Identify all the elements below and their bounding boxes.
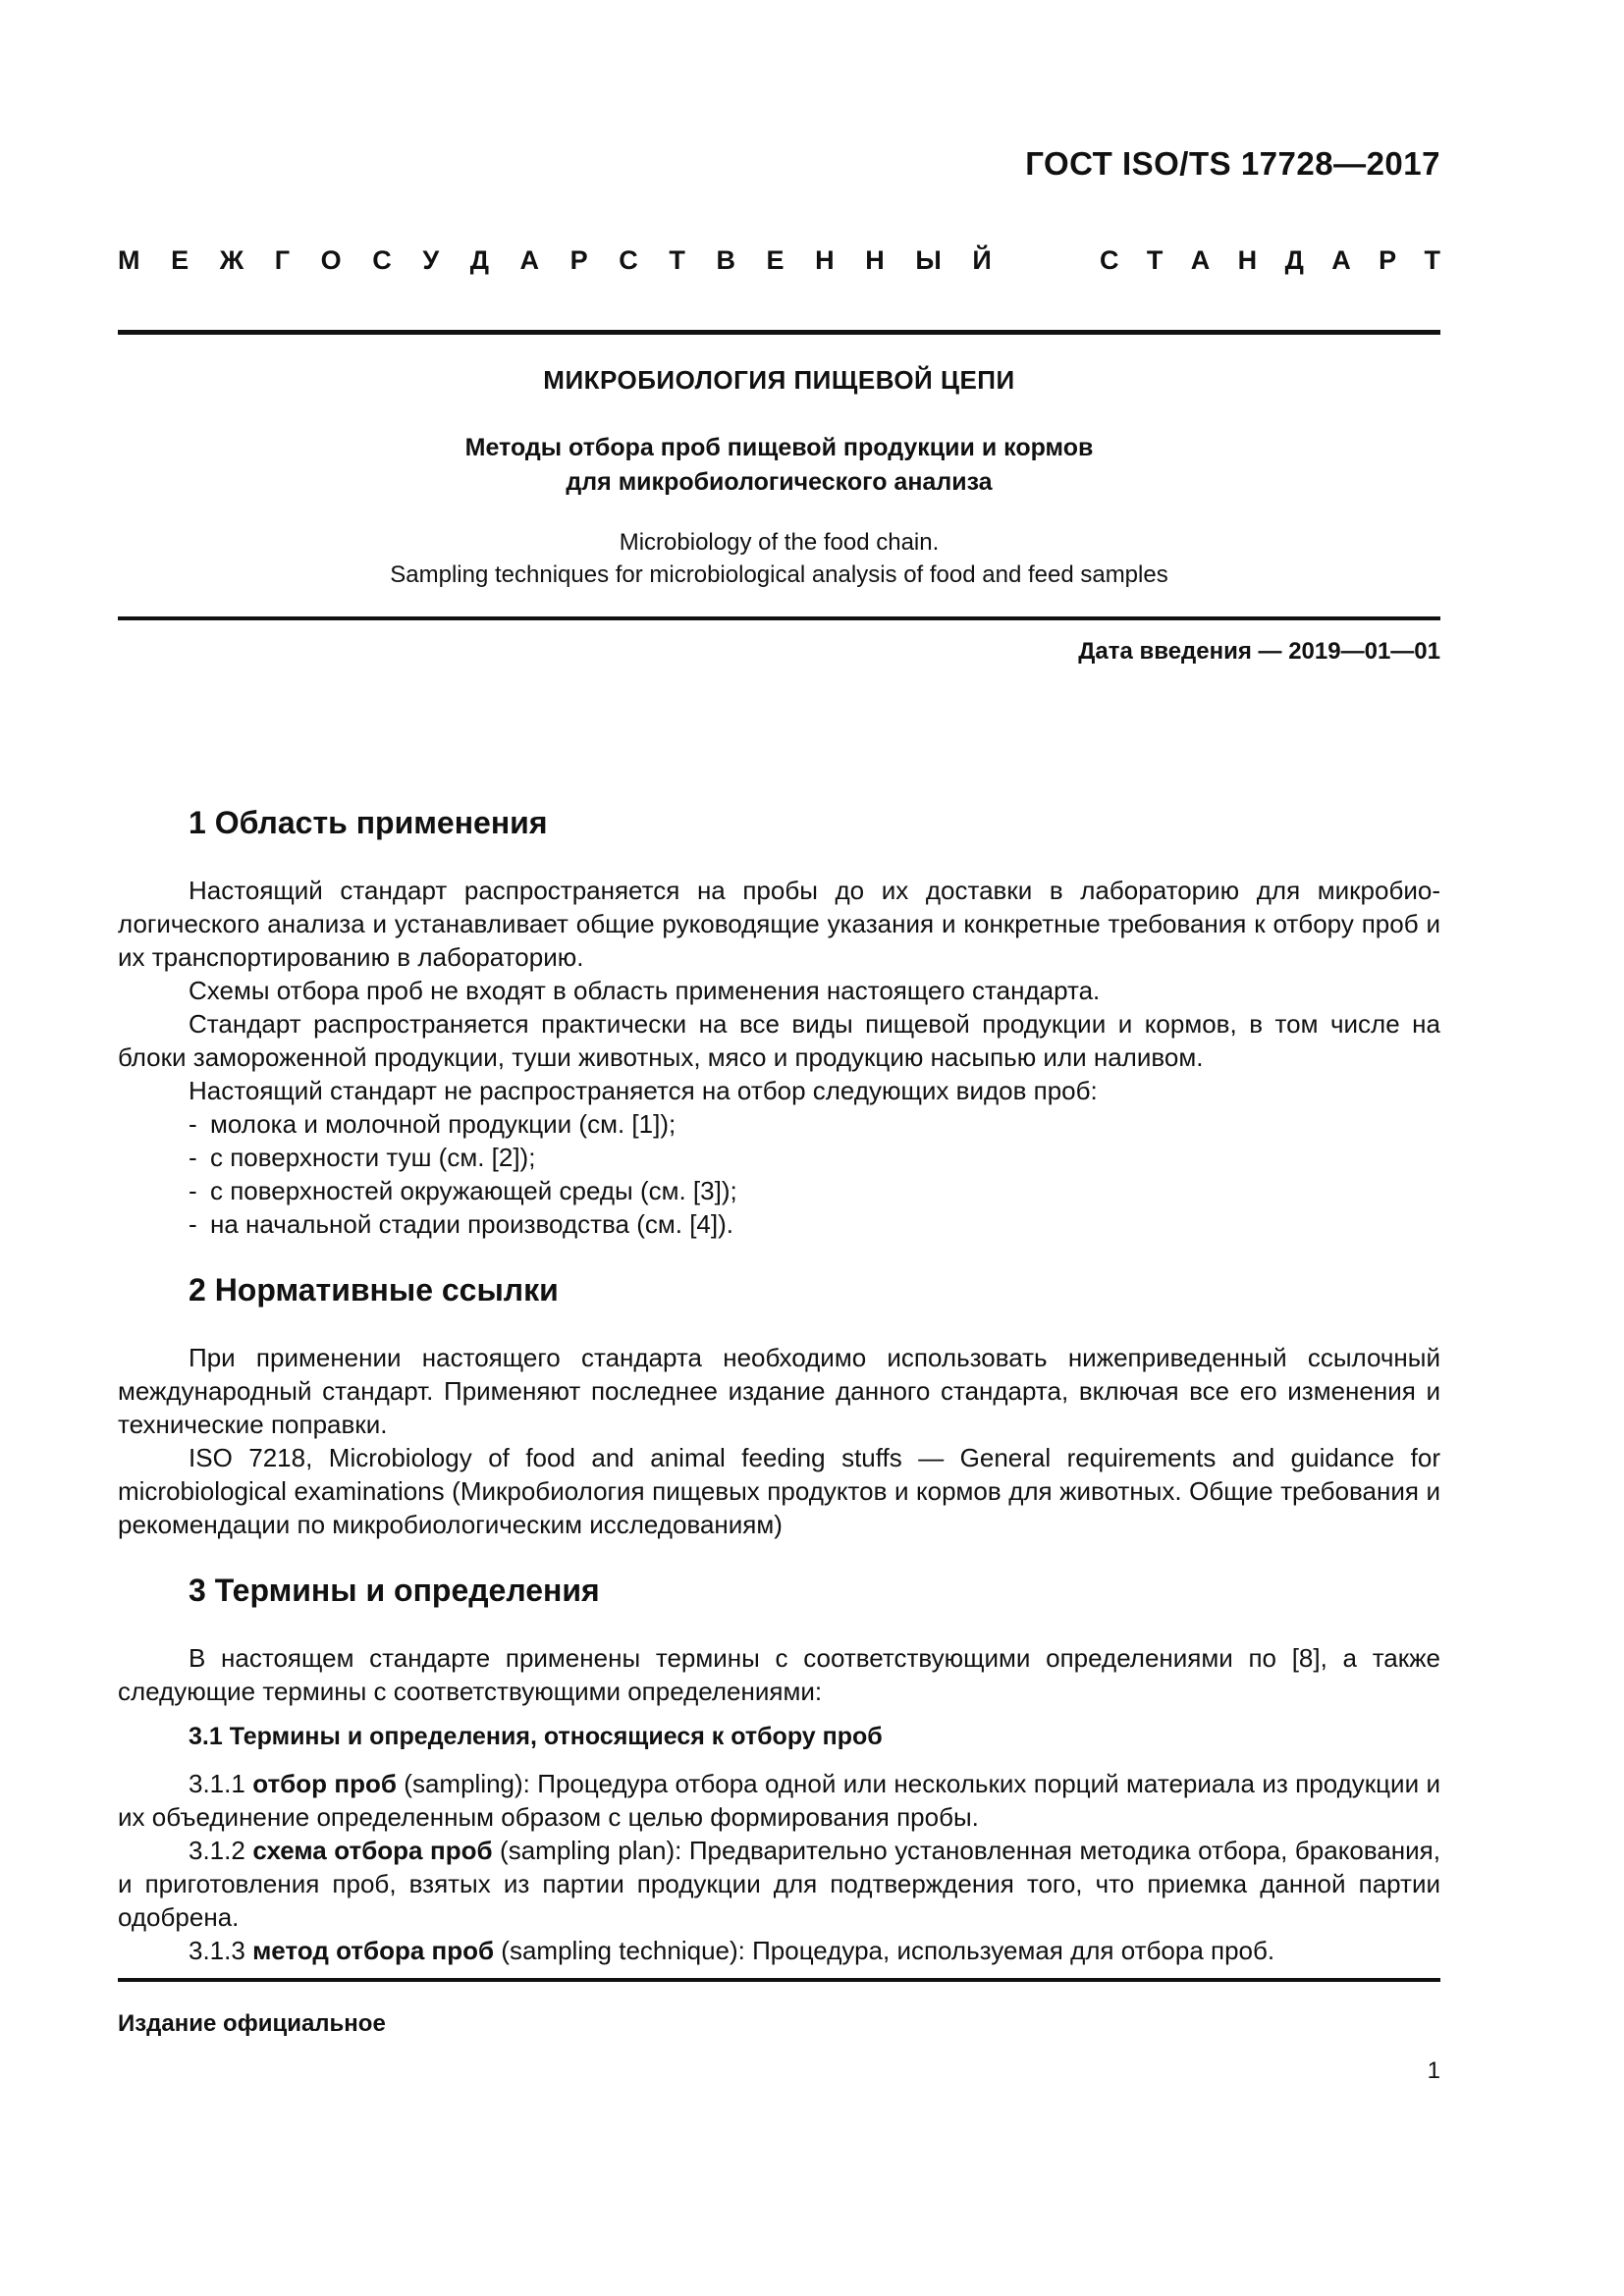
paragraph: Стандарт распространяется практически на все виды пищевой продукции и кормов, в том числе на блоки замороженной продукции, туши животных, мясо и продукцию насыпью или наливом. bbox=[118, 1009, 1440, 1072]
section-terms-definitions bbox=[118, 1571, 1440, 1967]
letter: Ы bbox=[915, 245, 942, 275]
section-normative-references bbox=[118, 1270, 1440, 1541]
letter: А bbox=[1331, 245, 1351, 275]
term: метод отбора проб bbox=[252, 1936, 495, 1965]
section-heading: 2 Нормативные ссылки bbox=[189, 1272, 559, 1308]
letter: Д bbox=[469, 245, 489, 275]
letter: Й bbox=[972, 245, 992, 275]
list-item: - молока и молочной продукции (см. [1]); bbox=[189, 1109, 677, 1139]
letter: В bbox=[716, 245, 735, 275]
letter: Н bbox=[815, 245, 835, 275]
letter: С bbox=[372, 245, 392, 275]
paragraph: В настоящем стандарте применены термины с соответствующими определениями по [8], а также следующие термины с соответствующими определениями: bbox=[118, 1643, 1440, 1706]
letter: Д bbox=[1284, 245, 1304, 275]
paragraph: Схемы отбора проб не входят в область применения настоящего стандарта. bbox=[189, 976, 1101, 1005]
letter: Н bbox=[865, 245, 885, 275]
standard-type-word-2 bbox=[1100, 245, 1440, 276]
document-title: МИКРОБИОЛОГИЯ ПИЩЕВОЙ ЦЕПИ bbox=[543, 365, 1015, 395]
term-definition: 3.1.3 метод отбора проб (sampling technique): Процедура, используемая для отбора проб. bbox=[189, 1936, 1275, 1965]
list-item: - с поверхности туш (см. [2]); bbox=[189, 1143, 536, 1172]
title-rule bbox=[118, 616, 1440, 620]
letter: Н bbox=[1237, 245, 1258, 275]
section-heading: 1 Область применения bbox=[189, 805, 548, 840]
letter: Г bbox=[274, 245, 291, 275]
letter: С bbox=[619, 245, 638, 275]
letter: М bbox=[118, 245, 140, 275]
letter: А bbox=[519, 245, 540, 275]
letter: О bbox=[320, 245, 342, 275]
paragraph: Настоящий стандарт не распространяется на отбор следующих видов проб: bbox=[189, 1076, 1098, 1105]
top-rule bbox=[118, 330, 1440, 335]
section-scope bbox=[118, 803, 1440, 1241]
english-title-line: Microbiology of the food chain. bbox=[619, 529, 940, 556]
paragraph: Настоящий стандарт распространяется на пробы до их доставки в лабораторию для микробиологического анализа и устанавливает общие руководящие указания и конкретные требования к отбору проб и их транспортированию в лабораторию. bbox=[118, 876, 1440, 972]
subsection-heading: 3.1 Термины и определения, относящиеся к отбору проб bbox=[189, 1723, 883, 1750]
page-number: 1 bbox=[1427, 2057, 1440, 2084]
paragraph: ISO 7218, Microbiology of food and animal feeding stuffs — General requirements and guidance for microbiological examinations (Микробиология пищевых продуктов и кормов для животных. Общие требования и рекомендации по микробиологическим исследованиям) bbox=[118, 1443, 1440, 1539]
term-definition: 3.1.1 отбор проб (sampling): Процедура отбора одной или нескольких порций материала из продукции и их объединение определенным образом с целью формирования пробы. bbox=[118, 1769, 1440, 1832]
term-definition: 3.1.2 схема отбора проб (sampling plan): Предварительно установленная методика отбора, бракования, и приготовления проб, взятых из партии продукции для подтверждения того, что приемка данной партии одобрена. bbox=[118, 1836, 1440, 1932]
letter: У bbox=[422, 245, 440, 275]
english-title bbox=[118, 526, 1440, 591]
list-item: - на начальной стадии производства (см. [4]). bbox=[189, 1209, 733, 1239]
document-code: ГОСТ ISO/TS 17728—2017 bbox=[1025, 145, 1440, 182]
introduction-date: Дата введения — 2019—01—01 bbox=[1078, 638, 1440, 665]
letter: Р bbox=[1379, 245, 1397, 275]
letter: Т bbox=[1424, 245, 1440, 275]
paragraph: При применении настоящего стандарта необходимо использовать нижеприведенный ссылочный международный стандарт. Применяют последнее издание данного стандарта, включая все его изменения и технические поправки. bbox=[118, 1343, 1440, 1439]
letter: Е bbox=[171, 245, 189, 275]
subtitle-line: Методы отбора проб пищевой продукции и кормов bbox=[464, 434, 1094, 461]
letter: Р bbox=[569, 245, 588, 275]
letter: Е bbox=[766, 245, 785, 275]
document-body bbox=[118, 803, 1440, 1997]
letter: Т bbox=[669, 245, 685, 275]
letter: Ж bbox=[219, 245, 244, 275]
document-subtitle bbox=[118, 431, 1440, 500]
letter: А bbox=[1190, 245, 1211, 275]
term: отбор проб bbox=[252, 1769, 397, 1798]
term: схема отбора проб bbox=[252, 1836, 493, 1865]
section-heading: 3 Термины и определения bbox=[189, 1573, 600, 1608]
bottom-rule bbox=[118, 1978, 1440, 1982]
subtitle-line: для микробиологического анализа bbox=[566, 468, 993, 496]
official-edition-label: Издание официальное bbox=[118, 2010, 386, 2037]
standard-type-heading bbox=[118, 245, 1440, 276]
english-title-line: Sampling techniques for microbiological analysis of food and feed samples bbox=[390, 561, 1168, 588]
standard-type-word-1 bbox=[118, 245, 992, 276]
letter: Т bbox=[1146, 245, 1164, 275]
list-item: - с поверхностей окружающей среды (см. [3]); bbox=[189, 1176, 737, 1205]
letter: С bbox=[1100, 245, 1119, 275]
